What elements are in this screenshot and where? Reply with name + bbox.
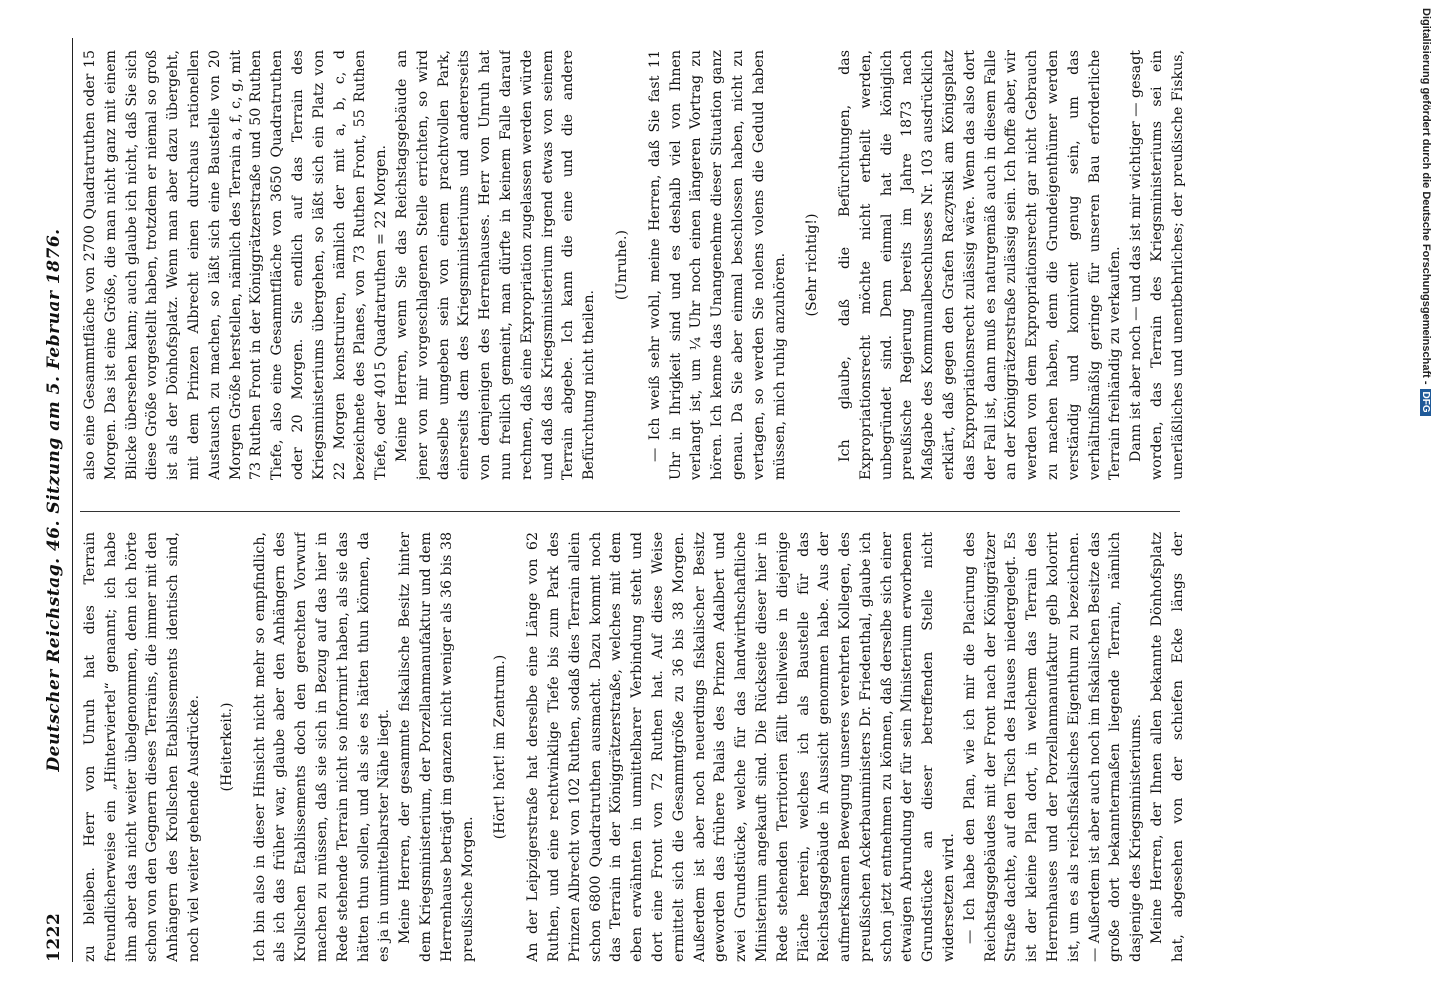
paragraph: Ich bin also in dieser Hinsicht nicht mehr so empfindlich, als ich das früher war, glaube aber den Anhängern des Krollschen Etablissements doch den gerechten Vorwurf machen zu müssen, daß sie sich in Bezug auf das hier in Rede stehende Terrain nicht so informirt haben, als sie das hätten thun sollen, und als sie es hätten thun können, da es ja in unmittelbarster Nähe liegt. — [251, 532, 393, 962]
credit-text: Digitalisierung gefördert durch die Deutsche Forschungsgemeinschaft - — [1420, 8, 1432, 385]
paragraph: — Ich weiß sehr wohl, meine Herren, daß Sie fast 11 Uhr in Ihrigkeit sind und es deshalb viel von Ihnen verlangt ist, um ¼ Uhr noch einen längeren Vortrag zu hören. Ich kenne das Unangenehme dieser Situation ganz genau. Da Sie aber einmal beschlossen haben, nicht zu vertagen, so werden Sie nolens volens die Geduld haben müssen, mich ruhig anzuhören. — [646, 50, 788, 480]
paragraph: — Ich habe den Plan, wie ich mir die Placirung des Reichstagsgebäudes mit der Front nach der Königgrätzer Straße dachte, auf den Tisch des Hauses niedergelegt. Es ist der kleine Plan dort, in welchem das Terrain des Herrenhauses und der Porzellanmanufaktur gelb kolorirt ist, um es als reichsfiskalisches Eigenthum zu bezeichnen. — Außerdem ist aber auch noch im fiskalischen Besitze das große dort bekanntermaßen liegende Terrain, nämlich dasjenige des Kriegsministeriums. — [961, 532, 1145, 962]
interjection: (Hört! hört! im Zentrum.) — [492, 654, 509, 840]
column-divider — [80, 511, 1180, 512]
paragraph: An der Leipzigerstraße hat derselbe eine Länge von 62 Ruthen, und eine rechtwinklige Tiefe bis zum Park des Prinzen Albrecht von 102 Ruthen, sodaß dies Terrain allein schon 6800 Quadratruthen ausmacht. Dazu kommt noch das Terrain in der Königgrätzerstraße, welches mit dem eben erwähnten in unmittelbarer Verbindung steht und dort eine Front von 72 Ruthen hat. Auf diese Weise ermittelt sich die Gesammtgröße zu 36 bis 38 Morgen. Außerdem ist aber noch neuerdings fiskalischer Besitz geworden das frühere Palais des Prinzen Adalbert und zwei Grundstücke, welche für das landwirthschaftliche Ministerium angekauft sind. Die Rückseite dieser hier in Rede stehenden Territorien fällt theilweise in diejenige Fläche herein, welches ich als Baustelle für das Reichstagsgebäude in Aussicht genommen habe. Aus der aufmerksamen Bewegung unseres verehrten Kollegen, des preußischen Ackerbauministers Dr. Friedenthal, glaube ich schon jetzt entnehmen zu können, daß derselbe sich einer etwaigen Abrundung der für sein Ministerium erworbenen Grundstücke an dieser betreffenden Stelle nicht widersetzen wird. — [525, 532, 958, 962]
running-title: Deutscher Reichstag. 46. Sitzung am 5. Februar 1876. — [44, 228, 64, 772]
right-column — [80, 50, 1190, 480]
running-head — [38, 0, 74, 1000]
interjection: (Heiterkeit.) — [218, 702, 235, 792]
paragraph: Meine Herren, wenn Sie das Reichstagsgebäude an jener von mir vorgeschlagenen Stelle errichten, so wird dasselbe umgeben sein von einem prachtvollen Park, einerseits dem des Kriegsministeriums und andererseits von demjenigen des Herrenhauses. Herr von Unruh hat nun freilich gemeint, man dürfte in keinem Falle darauf rechnen, daß eine Expropriation zugelassen werden würde und daß das Kriegsministerium irgend etwas von seinem Terrain abgebe. Ich kann die eine und die andere Befürchtung nicht theilen. — [393, 50, 598, 480]
paragraph: Meine Herren, der Ihnen allen bekannte Dönhofsplatz hat, abgesehen von der schiefen Ecke längs der — [1149, 532, 1186, 962]
page-number: 1222 — [44, 912, 64, 962]
header-rule — [72, 38, 73, 962]
paragraph: also eine Gesammtfläche von 2700 Quadratruthen oder 15 Morgen. Das ist eine Größe, die man nicht ganz mit einem Blicke übersehen kann; auch glaube ich nicht, daß Sie sich diese Größe vorgestellt haben, trotzdem er niemal so groß ist als der Dönhofsplatz. Wenn man aber dazu übergeht, mit dem Prinzen Albrecht einen durchaus rationellen Austausch zu machen, so läßt sich eine Baustelle von 20 Morgen Größe herstellen, nämlich des Terrain a, f, c, g, mit 73 Ruthen Front in der Königgrätzerstraße und 50 Ruthen Tiefe, also eine Gesammtfläche von 3650 Quadratruthen oder 20 Morgen. Sie endlich auf das Terrain des Kriegsministeriums übergehen, so läßt sich ein Platz von 22 Morgen konstruiren, nämlich der mit a, b, c, d bezeichnete des Planes, von 73 Ruthen Front, 55 Ruthen Tiefe, oder 4015 Quadratruthen = 22 Morgen. — [82, 50, 390, 480]
paragraph: Dann ist aber noch — und das ist mir wichtiger — gesagt worden, das Terrain des Kriegsministeriums sei ein unerläßliches und unentbehrliches; der preußische Fiskus, — [1128, 50, 1186, 480]
interjection: (Sehr richtig!) — [804, 213, 821, 317]
interjection: (Unruhe.) — [613, 229, 630, 301]
digitization-credit — [1412, 8, 1432, 708]
paragraph: zu bleiben. Herr von Unruh hat dies Terrain freundlicherweise ein „Hinterviertel“ genannt; ich habe ihm aber das nicht weiter übelgenommen, denn ich hörte schon von den Gegnern dieses Terrains, die immer mit den Anhängern des Krollschen Etablissements identisch sind, noch viel weiter gehende Ausdrücke. — [82, 532, 202, 962]
paragraph: Meine Herren, der gesammte fiskalische Besitz hinter dem Kriegsministerium, der Porzellanmanufaktur und dem Herrenhause beträgt im ganzen nicht weniger als 36 bis 38 preußische Morgen. — [397, 532, 476, 962]
left-column — [80, 532, 1190, 962]
dfg-logo: DFG — [1420, 389, 1431, 416]
paragraph: Ich glaube, daß die Befürchtungen, das Expropriationsrecht möchte nicht ertheilt werden, unbegründet sind. Denn einmal hat die königlich preußische Regierung bereits im Jahre 1873 nach Maßgabe des Kommunalbeschlusses Nr. 103 ausdrücklich erklärt, daß gegen den Grafen Raczynski am Königsplatz das Expropriationsrecht zulässig wäre. Wenn das also dort der Fall ist, dann muß es naturgemäß auch in diesem Falle an der Königgrätzerstraße zulässig sein. Ich hoffe aber, wir werden von dem Expropriationsrecht gar nicht Gebrauch zu machen haben, denn die Grundeigenthümer werden verständig und konnivent genug sein, um das verhältnißmäßig geringe für unseren Bau erforderliche Terrain freihändig zu verkaufen. — [837, 50, 1124, 480]
